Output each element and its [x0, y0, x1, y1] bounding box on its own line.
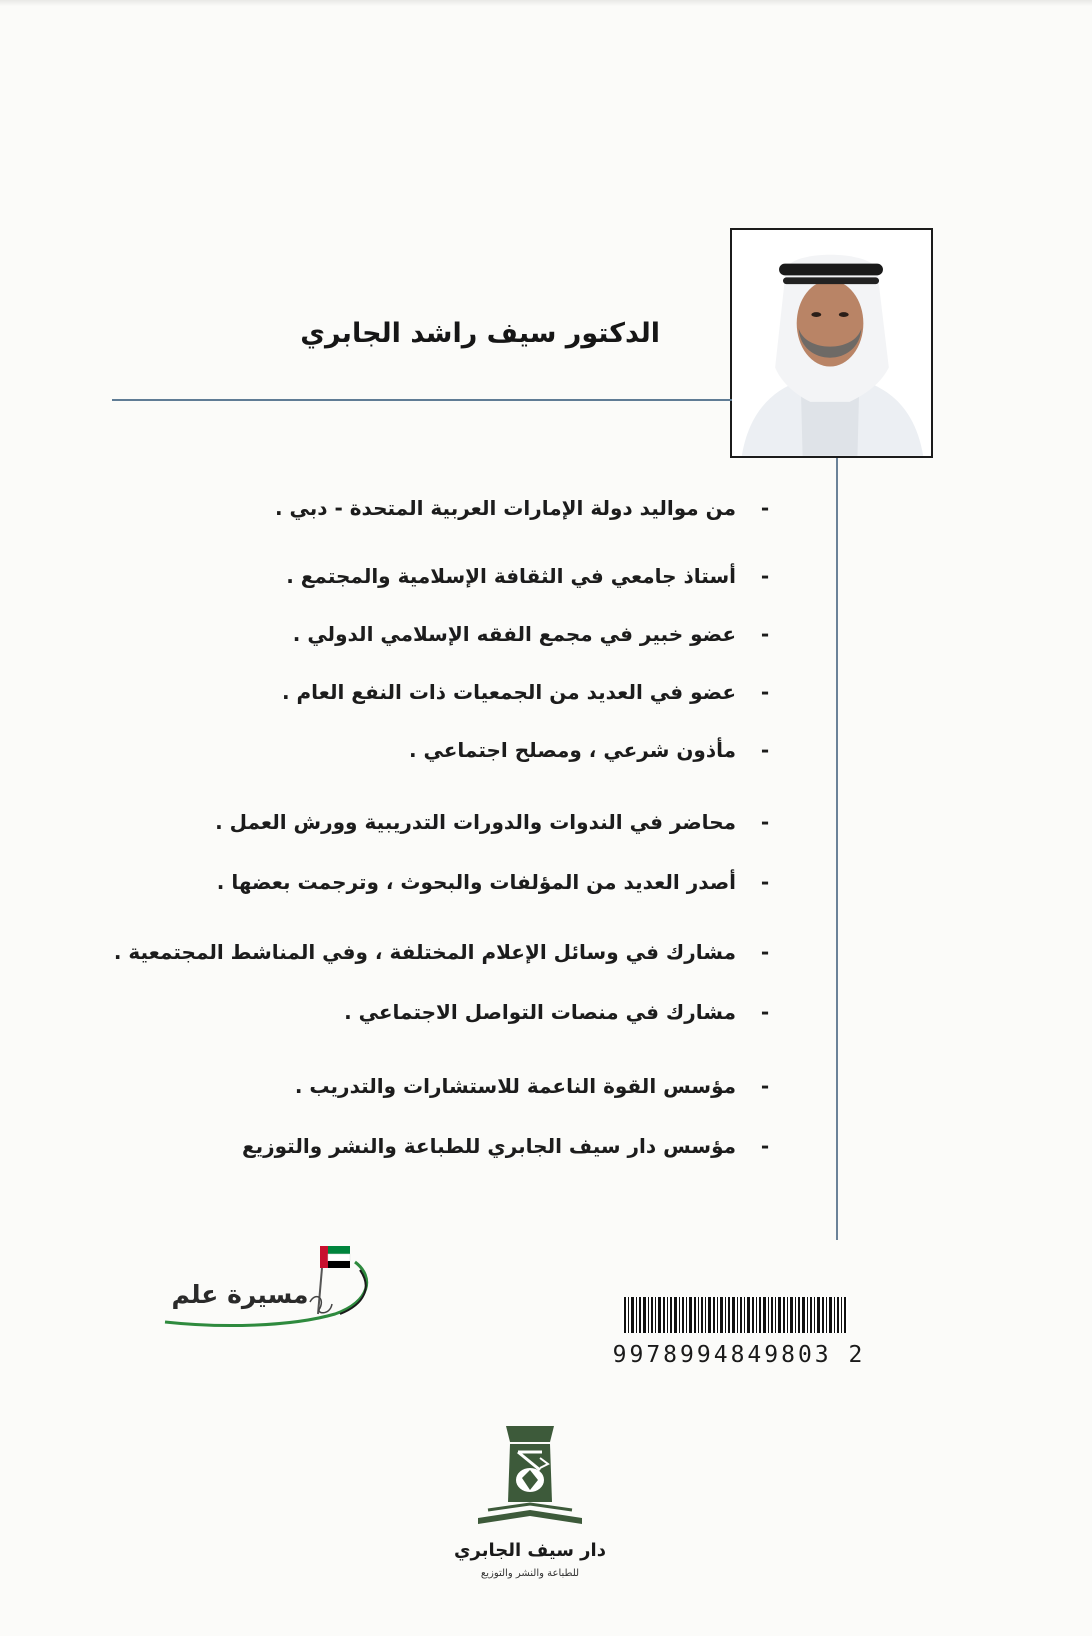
flag-white-band [328, 1254, 350, 1261]
bio-item [282, 680, 780, 704]
bullet-dash: - [760, 622, 770, 646]
bio-text: مأذون شرعي ، ومصلح اجتماعي . [408, 738, 736, 762]
publisher-tagline: للطباعة والنشر والتوزيع [480, 1568, 580, 1579]
bio-text: أصدر العديد من المؤلفات والبحوث ، وترجمت بعضها . [216, 870, 736, 894]
bio-text: مؤسس القوة الناعمة للاستشارات والتدريب . [294, 1074, 736, 1098]
bio-item [286, 564, 780, 588]
author-name: الدكتور سيف راشد الجابري [300, 318, 660, 349]
bullet-dash: - [760, 680, 770, 704]
barcode-bars [622, 1297, 848, 1333]
bio-text: من مواليد دولة الإمارات العربية المتحدة - دبي . [274, 496, 736, 520]
bio-text: عضو في العديد من الجمعيات ذات النفع العام . [281, 680, 736, 704]
publisher-logo-icon [470, 1418, 590, 1538]
swoosh-black [340, 1270, 366, 1314]
bio-item [242, 1134, 780, 1158]
bio-item [344, 1000, 780, 1024]
barcode-number: 9978994849803 2 [612, 1342, 866, 1368]
bio-item [114, 940, 780, 964]
bullet-dash: - [760, 738, 770, 762]
flag-red-band [320, 1246, 328, 1268]
bio-item [295, 1074, 780, 1098]
bio-list [100, 0, 780, 1636]
bullet-dash: - [760, 1000, 770, 1024]
bio-item [217, 870, 780, 894]
bullet-dash: - [760, 1134, 770, 1158]
bullet-dash: - [760, 940, 770, 964]
vertical-divider [836, 458, 838, 1240]
bio-text: أستاذ جامعي في الثقافة الإسلامية والمجتمع . [286, 564, 736, 588]
flag-black-band [328, 1261, 350, 1268]
bio-item [275, 496, 780, 520]
bullet-dash: - [760, 870, 770, 894]
bio-text: عضو خبير في مجمع الفقه الإسلامي الدولي . [292, 622, 736, 646]
bio-item [215, 810, 780, 834]
bullet-dash: - [760, 564, 770, 588]
bullet-dash: - [760, 1074, 770, 1098]
bio-item [293, 622, 780, 646]
bio-text: مشارك في وسائل الإعلام المختلفة ، وفي المناشط المجتمعية . [113, 940, 736, 964]
flag-green-band [328, 1246, 350, 1254]
publisher-name: دار سيف الجابري [454, 1540, 606, 1561]
bio-text: محاضر في الندوات والدورات التدريبية وورش العمل . [215, 810, 736, 834]
bullet-dash: - [760, 810, 770, 834]
bullet-dash: - [760, 496, 770, 520]
masira-logo-text: مسيرة علم [171, 1280, 309, 1309]
bio-text: مؤسس دار سيف الجابري للطباعة والنشر والتوزيع [241, 1134, 736, 1158]
bio-item [409, 738, 780, 762]
bio-text: مشارك في منصات التواصل الاجتماعي . [344, 1000, 736, 1024]
